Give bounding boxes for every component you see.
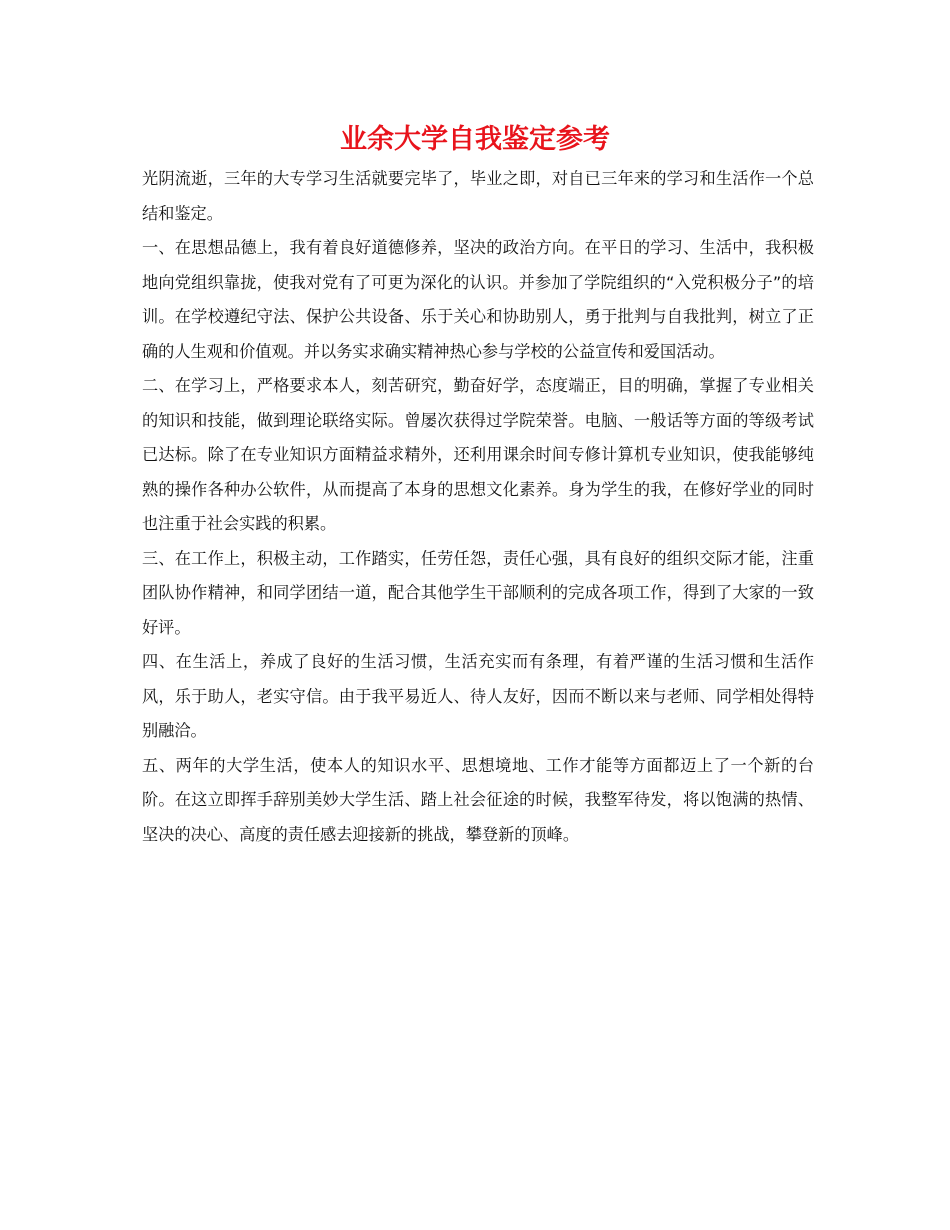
paragraph-life: 四、在生活上，养成了良好的生活习惯，生活充实而有条理，有着严谨的生活习惯和生活作风，乐于助人，老实守信。由于我平易近人、待人友好，因而不断以来与老师、同学相处得特别融洽。 <box>142 652 814 740</box>
paragraph-work: 三、在工作上，积极主动，工作踏实，任劳任怨，责任心强，具有良好的组织交际才能，注重团队协作精神，和同学团结一道，配合其他学生干部顺利的完成各项工作，得到了大家的一致好评。 <box>142 548 814 637</box>
paragraph-intro: 光阴流逝，三年的大专学习生活就要完毕了，毕业之即，对自已三年来的学习和生活作一个总结和鉴定。 <box>142 169 814 223</box>
document-title: 业余大学自我鉴定参考 <box>340 124 610 155</box>
paragraph-conclusion: 五、两年的大学生活，使本人的知识水平、思想境地、工作才能等方面都迈上了一个新的台阶。在这立即挥手辞别美妙大学生活、踏上社会征途的时候，我整军待发，将以饱满的热情、坚决的决心、高度的责任感去迎接新的挑战，攀登新的顶峰。 <box>142 755 814 844</box>
paragraph-study: 二、在学习上，严格要求本人，刻苦研究，勤奋好学，态度端正，目的明确，掌握了专业相关的知识和技能，做到理论联络实际。曾屡次获得过学院荣誉。电脑、一般话等方面的等级考试已达标。除了在专业知识方面精益求精外，还利用课余时间专修计算机专业知识，使我能够纯熟的操作各种办公软件，从而提高了本身的思想文化素养。身为学生的我，在修好学业的同时也注重于社会实践的积累。 <box>142 376 814 533</box>
document-body <box>142 162 814 852</box>
paragraph-ideology: 一、在思想品德上，我有着良好道德修养，坚决的政治方向。在平日的学习、生活中，我积极地向党组织靠拢，使我对党有了可更为深化的认识。并参加了学院组织的“入党积极分子”的培训。在学校遵纪守法、保护公共设备、乐于关心和协助别人，勇于批判与自我批判，树立了正确的人生观和价值观。并以务实求确实精神热心参与学校的公益宣传和爱国活动。 <box>142 238 814 361</box>
